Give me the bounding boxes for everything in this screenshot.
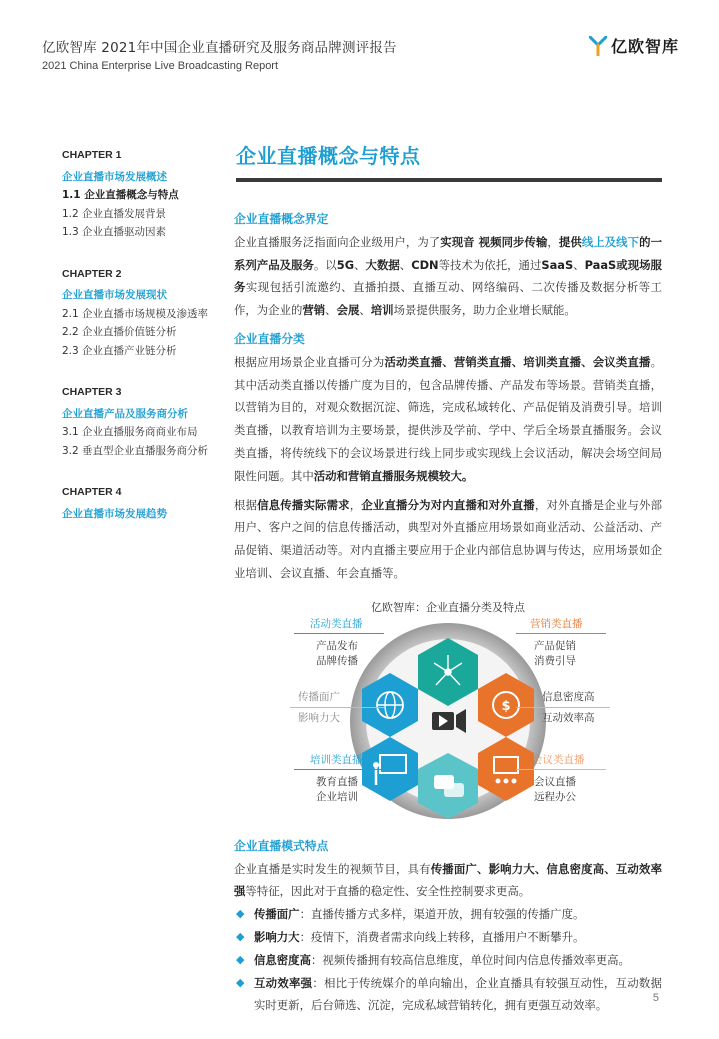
meeting-desc-2: 远程办公 [534,790,576,803]
label-training: 培训类直播 [310,753,363,766]
text: ， [547,234,559,249]
meeting-desc-1: 会议直播 [534,775,576,788]
toc-item[interactable]: 2.1 企业直播市场规模及渗透率 [62,307,209,320]
chapter-label: CHAPTER 1 [62,149,122,161]
toc-item[interactable]: 2.2 企业直播价值链分析 [62,326,177,338]
bold-text: 会展 [336,303,360,318]
text: 、 [359,303,371,318]
toc-item[interactable]: 1.2 企业直播发展背景 [62,207,167,220]
bold-text: 提供 [558,234,582,249]
bold-text: 传播面广 [254,907,300,922]
chapter-2 [62,265,222,361]
toc-item[interactable]: 3.1 企业直播服务商商业布局 [62,426,198,438]
chapter-name[interactable]: 企业直播市场发展趋势 [62,507,167,520]
text: 企业直播服务泛指面向企业级用户，为了 [234,234,441,249]
toc-item[interactable]: 2.3 企业直播产业链分析 [62,344,177,357]
chapter-label: CHAPTER 3 [62,386,122,398]
right-mid-1: 信息密度高 [542,690,595,703]
text: 。其中活动类直播以传播广度为目的，包含品牌传播、产品发布等场景。营销类直播，以营销为目的，对观众数据沉淀、筛选，完成私域转化、产品促销及消费引导。培训类直播，以教育培训为主要场景，提供涉及学前、学中、学后全场景直播服务。会议类直播，将传统线下的会议场景进行线上同步或实现线上会议活动，解决会场空间局限性问题。其中 [234,354,662,483]
report-title: 亿欧智库 2021年中国企业直播研究及服务商品牌测评报告 [42,40,397,56]
chapter-label: CHAPTER 2 [62,267,122,280]
text: 等特征，因此对于直播的稳定性、安全性控制要求更高。 [245,884,531,899]
diamond-icon: ◆ [236,975,245,989]
bold-text: 营销 [302,303,326,318]
title-divider [236,178,662,182]
toc-item[interactable]: 1.3 企业直播驱动因素 [62,226,167,238]
bold-text: PaaS或现场服务 [234,257,662,295]
brand-logo [589,34,679,57]
connector-line [516,707,610,708]
label-meeting: 会议类直播 [532,753,585,766]
bold-text: 大数据 [365,257,400,272]
label-marketing: 营销类直播 [530,617,583,630]
bold-text: 企业直播分为对内直播和对外直播 [361,497,535,512]
text: 。以 [313,257,337,272]
connector-line [516,633,606,634]
bold-text: 信息密度高 [254,952,311,967]
text: 根据应用场景企业直播可分为 [234,354,385,369]
right-mid-2: 互动效率高 [542,711,595,724]
connector-line [294,633,384,634]
connector-line [294,769,384,770]
highlight-text: 线上及线下 [581,234,640,249]
figure-title: 亿欧智库：企业直播分类及特点 [371,600,525,614]
text: 等技术为依托，通过 [438,257,542,272]
text: ，对外直播是企业与外部用户、客户之间的信息传播活动，典型对外直播应用场景如商业活动、公益活动、产品促销、渠道活动等。对内直播主要应用于企业内部信息协调与传达，应用场景如企业培训、会议直播、年会直播等。 [234,497,662,580]
text: ， [349,497,362,512]
report-subtitle: 2021 China Enterprise Live Broadcasting Report [42,60,279,72]
text: ：相比于传统媒介的单向输出，企业直播具有较强互动性，互动数据实时更新，后台筛选、沉淀，完成私域营销转化，拥有更强互动效率。 [254,975,662,1013]
section-title: 企业直播概念界定 [234,212,329,226]
main-content [234,206,662,1017]
bold-text: 培训 [370,303,394,318]
left-mid-2: 影响力大 [298,711,340,724]
svg-text:$: $ [501,698,511,714]
connector-line [516,769,606,770]
activity-desc-1: 产品发布 [316,639,358,652]
chapter-name[interactable]: 企业直播市场发展概述 [62,170,167,183]
toc-item[interactable]: 3.2 垂直型企业直播服务商分析 [62,444,209,457]
text: 、 [354,257,366,272]
chapter-3 [62,383,222,460]
text: 企业直播是实时发生的视频节目，具有 [234,861,431,876]
bold-text: 互动效率强 [254,975,313,990]
left-mid-1: 传播面广 [298,690,340,703]
page-title: 企业直播概念与特点 [236,144,421,168]
paragraph-features [234,858,662,904]
text: 场景提供服务，助力企业增长赋能。 [393,303,576,318]
chapter-label: CHAPTER 4 [62,486,122,498]
chapter-name[interactable]: 企业直播产品及服务商分析 [62,407,188,420]
bold-text: 传播面广、影响力大、信息密度高、互动效率强 [234,861,662,899]
chapter-4 [62,483,222,523]
logo-icon [589,36,607,56]
text: 、 [573,257,585,272]
text: ：直播传播方式多样，渠道开放，拥有较强的传播广度。 [299,907,585,922]
bold-text: 的一系列产品及服务 [234,234,662,272]
chapter-name[interactable]: 企业直播市场发展现状 [62,289,167,301]
classification-figure [234,593,662,829]
page-number: 5 [652,992,659,1004]
section-title: 企业直播模式特点 [234,838,329,853]
training-desc-1: 教育直播 [316,775,358,788]
feature-bullet [234,972,662,1018]
text: 、 [399,257,412,272]
label-activity: 活动类直播 [310,617,363,630]
activity-desc-2: 品牌传播 [316,654,358,667]
bold-text: 实现音 视频同步传输 [440,234,548,249]
section-title: 企业直播分类 [234,331,305,346]
marketing-desc-2: 消费引导 [534,654,576,667]
connector-line [290,707,384,708]
toc-item[interactable]: 1.1 企业直播概念与特点 [62,189,179,201]
text: 实现包括引流邀约、直播拍摄、直播互动、网络编码、二次传播及数据分析等工作，为企业的 [234,280,662,318]
diamond-icon: ◆ [236,929,245,943]
diamond-icon: ◆ [236,907,245,921]
table-of-contents [62,146,222,546]
text: 、 [325,303,337,318]
bold-text: 活动和营销直播服务规模较大。 [313,468,474,483]
logo-text: 亿欧智库 [610,37,679,56]
paragraph-definition [234,231,662,322]
paragraph-classification [234,351,662,488]
paragraph-internal-external [234,494,662,585]
bold-text: 5G [336,257,355,272]
training-desc-2: 企业培训 [316,790,358,803]
text: ：视频传播拥有较高信息维度，单位时间内信息传播效率更高。 [310,952,630,967]
marketing-desc-1: 产品促销 [534,639,576,652]
bold-text: 活动类直播、营销类直播、培训类直播、会议类直播 [384,354,651,369]
feature-bullet [234,926,662,949]
bold-text: SaaS [541,257,574,272]
feature-bullet [234,903,662,926]
video-camera-icon [432,709,466,733]
text: ：疫情下，消费者需求向线上转移，直播用户不断攀升。 [299,929,585,944]
diamond-icon: ◆ [236,952,245,966]
bold-text: CDN [411,257,439,272]
bold-text: 影响力大 [254,929,300,944]
chapter-1 [62,146,222,242]
feature-bullet [234,949,662,972]
text: 根据 [234,497,258,512]
bold-text: 信息传播实际需求 [257,497,350,512]
